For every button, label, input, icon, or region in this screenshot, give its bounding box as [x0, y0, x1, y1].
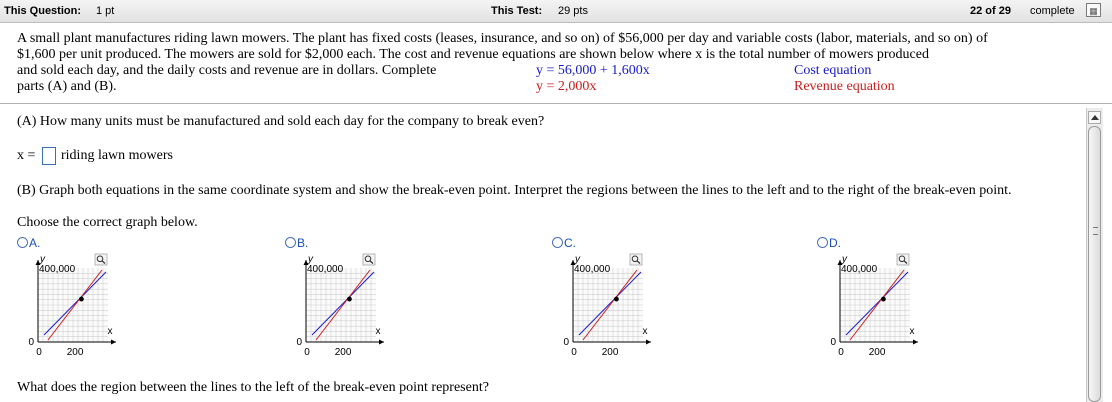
problem-line-3: and sold each day, and the daily costs and revenue are in dollars. Complete — [17, 63, 437, 78]
question-help-icon[interactable]: ▦ — [1086, 3, 1101, 17]
graph-option-b — [292, 252, 384, 360]
y-origin-label: 0 — [563, 337, 569, 348]
zoom-graph-d-magnifier-icon[interactable] — [897, 254, 909, 265]
scrollbar-thumb[interactable] — [1088, 126, 1101, 402]
part-a-question: (A) How many units must be manufactured and sold each day for the company to break even? — [17, 114, 545, 129]
y-axis-label: y — [575, 254, 580, 265]
grip-icon — [1093, 227, 1098, 235]
option-b[interactable] — [285, 236, 308, 250]
break-even-point — [881, 297, 886, 302]
option-a-label: A. — [29, 236, 41, 250]
x-axis-label: x — [642, 326, 648, 337]
option-b-radio[interactable] — [285, 237, 296, 248]
option-d[interactable] — [817, 236, 841, 250]
x-axis-label: x — [909, 326, 915, 337]
graph-option-c — [559, 252, 651, 360]
option-a-radio[interactable] — [17, 237, 28, 248]
part-b-question: (B) Graph both equations in the same coordinate system and show the break-even point. Interpret the regions between the lines to the left and to the right of the break-even point. — [17, 183, 1012, 198]
x-axis-arrow-icon — [646, 340, 651, 345]
x-tick-label: 200 — [334, 347, 352, 358]
option-d-label: D. — [829, 236, 841, 250]
x-tick-label: 200 — [601, 347, 619, 358]
break-even-point — [347, 297, 352, 302]
option-b-label: B. — [297, 236, 309, 250]
graph-option-d — [826, 252, 918, 360]
graph-option-a — [24, 252, 116, 360]
x-axis-label: x — [375, 326, 381, 337]
y-max-label: 400,000 — [39, 264, 76, 275]
option-a[interactable] — [17, 236, 40, 250]
y-max-label: 400,000 — [841, 264, 878, 275]
followup-question: What does the region between the lines to the left of the break-even point represent? — [17, 380, 489, 395]
x-axis-label: x — [107, 326, 113, 337]
y-max-label: 400,000 — [307, 264, 344, 275]
option-c[interactable] — [552, 236, 576, 250]
problem-line-4: parts (A) and (B). — [17, 79, 117, 94]
y-origin-label: 0 — [296, 337, 302, 348]
question-points: 1 pt — [96, 5, 115, 17]
revenue-equation: y = 2,000x — [536, 79, 597, 94]
question-label: This Question: — [4, 5, 81, 17]
problem-line-2: $1,600 per unit produced. The mowers are sold for $2,000 each. The cost and revenue equations are shown below where x is the total number of mowers produced — [17, 47, 929, 62]
progress-status: complete — [1030, 5, 1075, 17]
x-axis-arrow-icon — [111, 340, 116, 345]
option-d-radio[interactable] — [817, 237, 828, 248]
y-axis-label: y — [308, 254, 313, 265]
y-origin-label: 0 — [830, 337, 836, 348]
vertical-scrollbar[interactable] — [1086, 108, 1103, 402]
scroll-up-arrow-icon[interactable] — [1088, 111, 1101, 124]
zoom-graph-c-magnifier-icon[interactable] — [630, 254, 642, 265]
x-axis-arrow-icon — [913, 340, 918, 345]
cost-equation-label: Cost equation — [794, 63, 872, 78]
zoom-graph-b-magnifier-icon[interactable] — [363, 254, 375, 265]
y-origin-label: 0 — [28, 337, 34, 348]
problem-line-1: A small plant manufactures riding lawn mowers. The plant has fixed costs (leases, insurance, and so on) of $56,000 per day and variable costs (labor, materials, and so on) of — [17, 31, 988, 46]
choose-graph-prompt: Choose the correct graph below. — [17, 215, 198, 230]
zoom-graph-a-magnifier-icon[interactable] — [95, 254, 107, 265]
break-even-point — [79, 297, 84, 302]
question-header-bar — [0, 0, 1112, 23]
section-divider — [0, 103, 1112, 104]
answer-var-label: x = — [17, 148, 36, 163]
test-label: This Test: — [491, 5, 543, 17]
x-axis-arrow-icon — [379, 340, 384, 345]
x-origin-label: 0 — [36, 347, 42, 358]
y-max-label: 400,000 — [574, 264, 611, 275]
revenue-equation-label: Revenue equation — [794, 79, 895, 94]
progress-count: 22 of 29 — [970, 5, 1011, 17]
test-points: 29 pts — [558, 5, 588, 17]
x-origin-label: 0 — [838, 347, 844, 358]
break-even-answer-input[interactable] — [42, 147, 56, 165]
y-axis-label: y — [40, 254, 45, 265]
x-origin-label: 0 — [571, 347, 577, 358]
option-c-radio[interactable] — [552, 237, 563, 248]
cost-equation: y = 56,000 + 1,600x — [536, 63, 650, 78]
x-tick-label: 200 — [66, 347, 84, 358]
x-tick-label: 200 — [868, 347, 886, 358]
answer-unit: riding lawn mowers — [61, 148, 173, 163]
x-origin-label: 0 — [304, 347, 310, 358]
y-axis-label: y — [842, 254, 847, 265]
option-c-label: C. — [564, 236, 576, 250]
break-even-point — [614, 297, 619, 302]
